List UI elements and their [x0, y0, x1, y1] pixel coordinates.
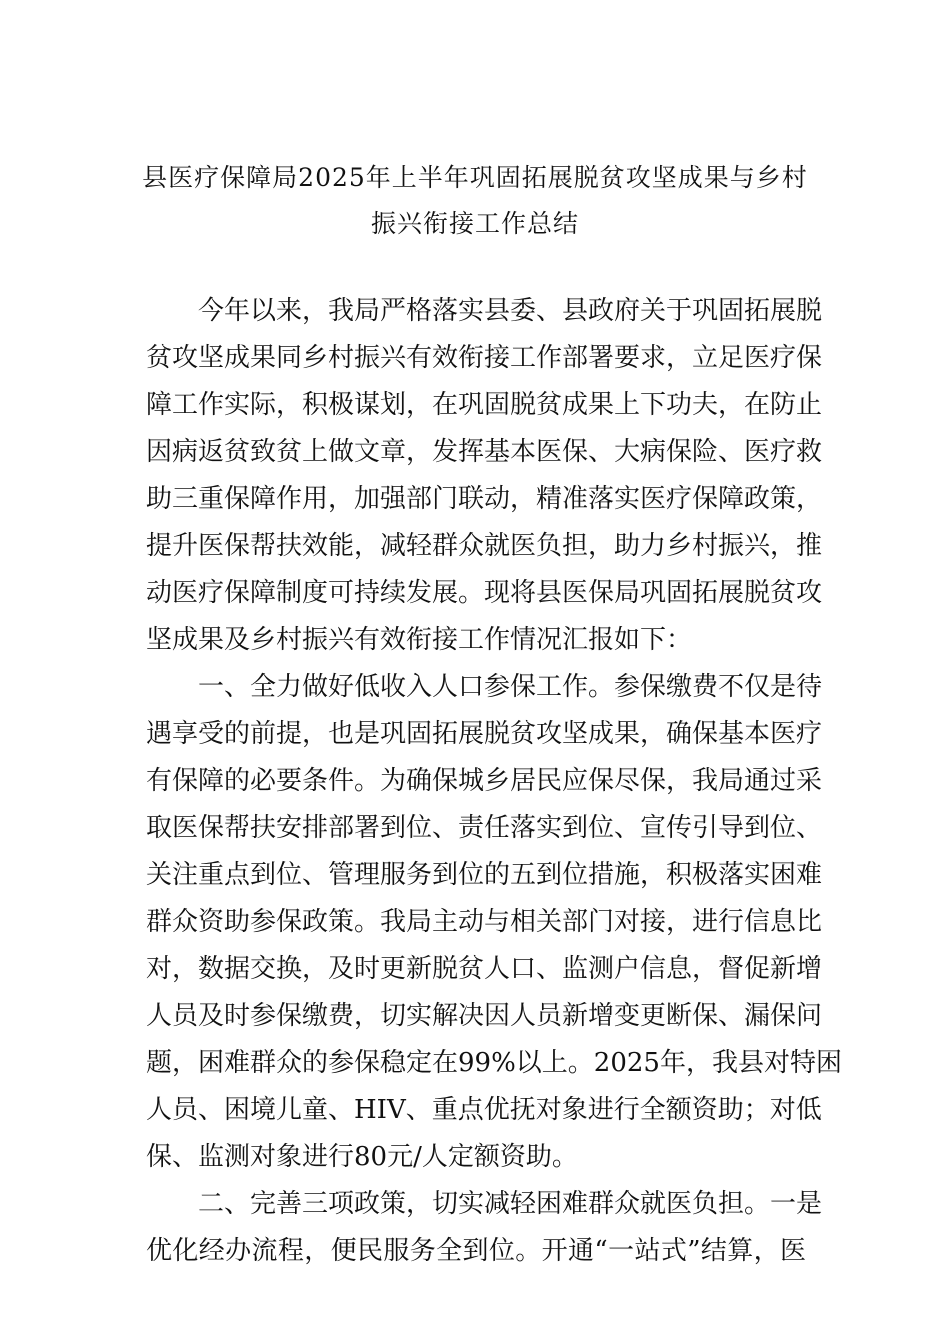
body-line: 保、监测对象进行80元/人定额资助。 [146, 1142, 578, 1172]
document-title-line-1: 县医疗保障局2025年上半年巩固拓展脱贫攻坚成果与乡村 [142, 163, 808, 192]
body-line: 一、全力做好低收入人口参保工作。参保缴费不仅是待 [198, 672, 823, 702]
body-line: 题，困难群众的参保稳定在99%以上。2025年，我县对特困 [146, 1048, 842, 1078]
body-line: 遇享受的前提，也是巩固拓展脱贫攻坚成果，确保基本医疗 [146, 719, 823, 749]
body-line: 取医保帮扶安排部署到位、责任落实到位、宣传引导到位、 [146, 813, 823, 843]
body-line: 因病返贫致贫上做文章，发挥基本医保、大病保险、医疗救 [146, 437, 823, 467]
body-line: 障工作实际，积极谋划，在巩固脱贫成果上下功夫，在防止 [146, 390, 823, 420]
body-line: 今年以来，我局严格落实县委、县政府关于巩固拓展脱 [198, 296, 823, 326]
body-line: 有保障的必要条件。为确保城乡居民应保尽保，我局通过采 [146, 766, 823, 796]
body-line: 优化经办流程，便民服务全到位。开通“一站式”结算，医 [146, 1236, 806, 1266]
body-line: 人员、困境儿童、HIV、重点优抚对象进行全额资助；对低 [146, 1095, 822, 1125]
body-line: 助三重保障作用，加强部门联动，精准落实医疗保障政策， [146, 484, 823, 514]
body-line: 群众资助参保政策。我局主动与相关部门对接，进行信息比 [146, 907, 823, 937]
body-line: 关注重点到位、管理服务到位的五到位措施，积极落实困难 [146, 860, 823, 890]
body-line: 二、完善三项政策，切实减轻困难群众就医负担。一是 [198, 1189, 823, 1219]
body-line: 提升医保帮扶效能，减轻群众就医负担，助力乡村振兴，推 [146, 531, 823, 561]
body-line: 人员及时参保缴费，切实解决因人员新增变更断保、漏保问 [146, 1001, 823, 1031]
body-line: 动医疗保障制度可持续发展。现将县医保局巩固拓展脱贫攻 [146, 578, 823, 608]
body-line: 对，数据交换，及时更新脱贫人口、监测户信息，督促新增 [146, 954, 823, 984]
body-line: 坚成果及乡村振兴有效衔接工作情况汇报如下： [146, 625, 693, 655]
document-title-line-2: 振兴衔接工作总结 [370, 209, 579, 238]
body-line: 贫攻坚成果同乡村振兴有效衔接工作部署要求，立足医疗保 [146, 343, 823, 373]
